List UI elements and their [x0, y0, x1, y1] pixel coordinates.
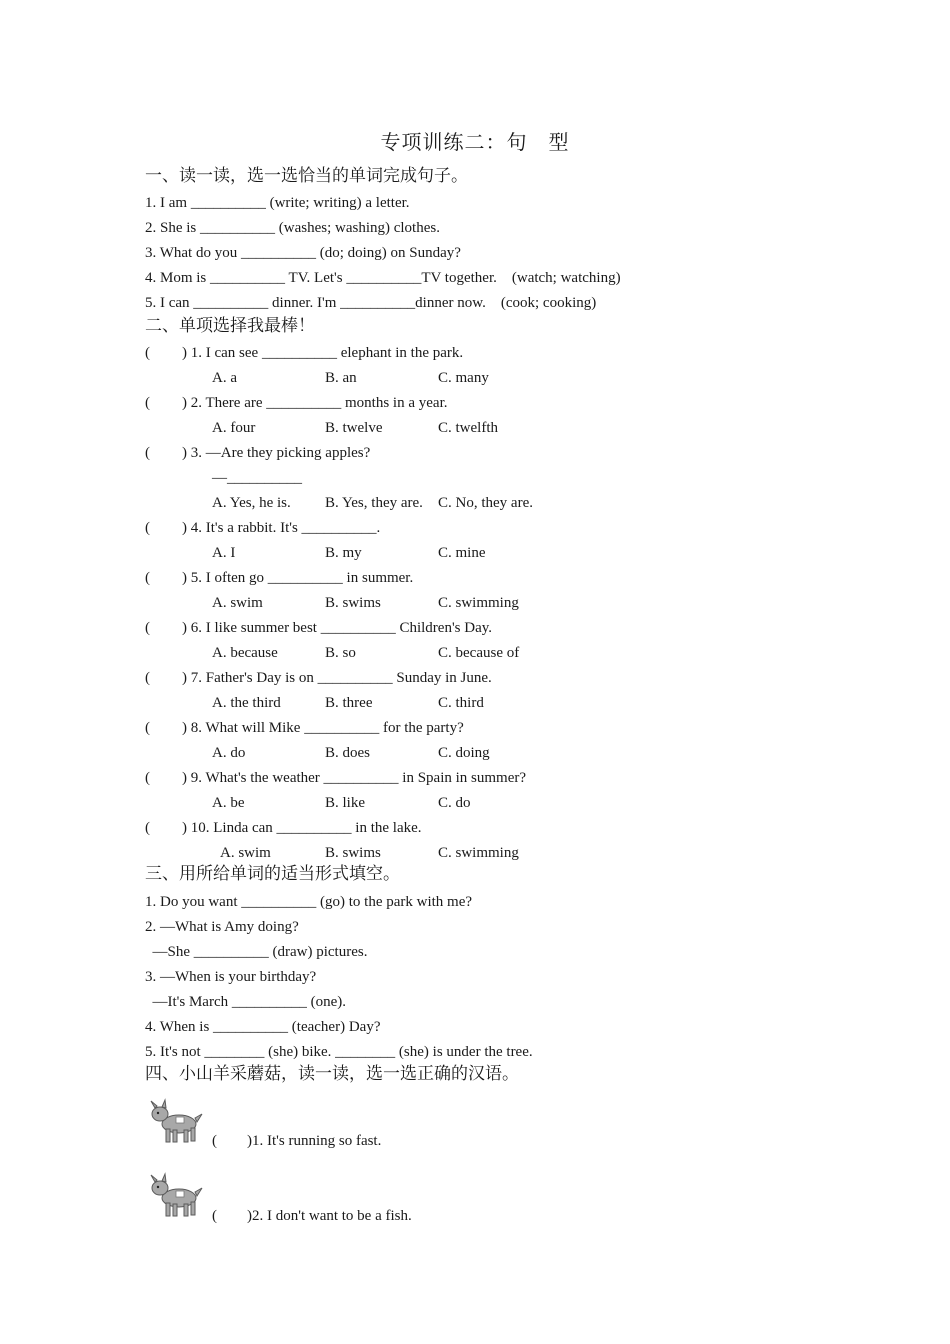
sec1-item-1: 1. I am __________ (write; writing) a letter.	[145, 195, 410, 211]
q8-paren: (	[145, 720, 150, 736]
q8-option-b: B. does	[325, 745, 370, 761]
q3-option-b: B. Yes, they are.	[325, 495, 423, 511]
goat-icon	[146, 1172, 204, 1220]
q8-option-c: C. doing	[438, 745, 490, 761]
q7-option-b: B. three	[325, 695, 373, 711]
q10-option-b: B. swims	[325, 845, 381, 861]
q1-option-b: B. an	[325, 370, 357, 386]
q5-option-b: B. swims	[325, 595, 381, 611]
sec3-line-2: 2. —What is Amy doing?	[145, 919, 299, 935]
q7-paren: (	[145, 670, 150, 686]
q2-option-b: B. twelve	[325, 420, 383, 436]
q1-option-c: C. many	[438, 370, 489, 386]
sec3-line-4: 3. —When is your birthday?	[145, 969, 317, 985]
sec1-item-2: 2. She is __________ (washes; washing) clothes.	[145, 220, 440, 236]
q2-option-a: A. four	[212, 420, 256, 436]
q8-stem: ) 8. What will Mike __________ for the party?	[182, 720, 464, 736]
q6-option-c: C. because of	[438, 645, 520, 661]
q8-option-a: A. do	[212, 745, 246, 761]
q5-option-a: A. swim	[212, 595, 263, 611]
q1-option-a: A. a	[212, 370, 237, 386]
q7-stem: ) 7. Father's Day is on __________ Sunday in June.	[182, 670, 492, 686]
q2-paren: (	[145, 395, 150, 411]
q9-paren: (	[145, 770, 150, 786]
q5-stem: ) 5. I often go __________ in summer.	[182, 570, 414, 586]
q2-option-c: C. twelfth	[438, 420, 498, 436]
sec3-line-3: —She __________ (draw) pictures.	[145, 944, 368, 960]
q10-stem: ) 10. Linda can __________ in the lake.	[182, 820, 422, 836]
q9-option-a: A. be	[212, 795, 245, 811]
q4-paren: (	[145, 520, 150, 536]
q3-answer-blank: —__________	[212, 470, 302, 486]
q3-paren: (	[145, 445, 150, 461]
section-4-heading: 四、小山羊采蘑菇，读一读，选一选正确的汉语。	[145, 1064, 519, 1083]
q4-option-c: C. mine	[438, 545, 486, 561]
q10-option-c: C. swimming	[438, 845, 519, 861]
sec3-line-5: —It's March __________ (one).	[145, 994, 346, 1010]
sec3-line-6: 4. When is __________ (teacher) Day?	[145, 1019, 381, 1035]
q9-stem: ) 9. What's the weather __________ in Spain in summer?	[182, 770, 527, 786]
q6-option-a: A. because	[212, 645, 278, 661]
q6-stem: ) 6. I like summer best __________ Children's Day.	[182, 620, 493, 636]
sec1-item-5: 5. I can __________ dinner. I'm __________dinner now. (cook; cooking)	[145, 295, 597, 311]
q10-option-a: A. swim	[220, 845, 271, 861]
sec1-item-3: 3. What do you __________ (do; doing) on Sunday?	[145, 245, 461, 261]
sec4-item-1: ( )1. It's running so fast.	[212, 1133, 382, 1149]
sec3-line-1: 1. Do you want __________ (go) to the park with me?	[145, 894, 473, 910]
sec1-item-4: 4. Mom is __________ TV. Let's __________TV together. (watch; watching)	[145, 270, 621, 286]
q4-option-a: A. I	[212, 545, 236, 561]
q7-option-a: A. the third	[212, 695, 281, 711]
q1-stem: ) 1. I can see __________ elephant in the park.	[182, 345, 464, 361]
sec3-line-7: 5. It's not ________ (she) bike. ________ (she) is under the tree.	[145, 1044, 533, 1060]
page-title: 专项训练二：句 型	[380, 132, 570, 154]
section-3-heading: 三、用所给单词的适当形式填空。	[145, 864, 400, 883]
q5-paren: (	[145, 570, 150, 586]
q3-option-a: A. Yes, he is.	[212, 495, 291, 511]
section-1-heading: 一、读一读，选一选恰当的单词完成句子。	[145, 166, 468, 185]
q1-paren: (	[145, 345, 150, 361]
q3-option-c: C. No, they are.	[438, 495, 533, 511]
q4-option-b: B. my	[325, 545, 362, 561]
q6-paren: (	[145, 620, 150, 636]
goat-icon	[146, 1098, 204, 1146]
q9-option-c: C. do	[438, 795, 471, 811]
q10-paren: (	[145, 820, 150, 836]
q4-stem: ) 4. It's a rabbit. It's __________.	[182, 520, 381, 536]
q9-option-b: B. like	[325, 795, 365, 811]
q7-option-c: C. third	[438, 695, 484, 711]
q6-option-b: B. so	[325, 645, 356, 661]
section-2-heading: 二、单项选择我最棒！	[145, 316, 315, 335]
q2-stem: ) 2. There are __________ months in a year.	[182, 395, 448, 411]
q3-stem: ) 3. —Are they picking apples?	[182, 445, 371, 461]
sec4-item-2: ( )2. I don't want to be a fish.	[212, 1208, 412, 1224]
q5-option-c: C. swimming	[438, 595, 519, 611]
